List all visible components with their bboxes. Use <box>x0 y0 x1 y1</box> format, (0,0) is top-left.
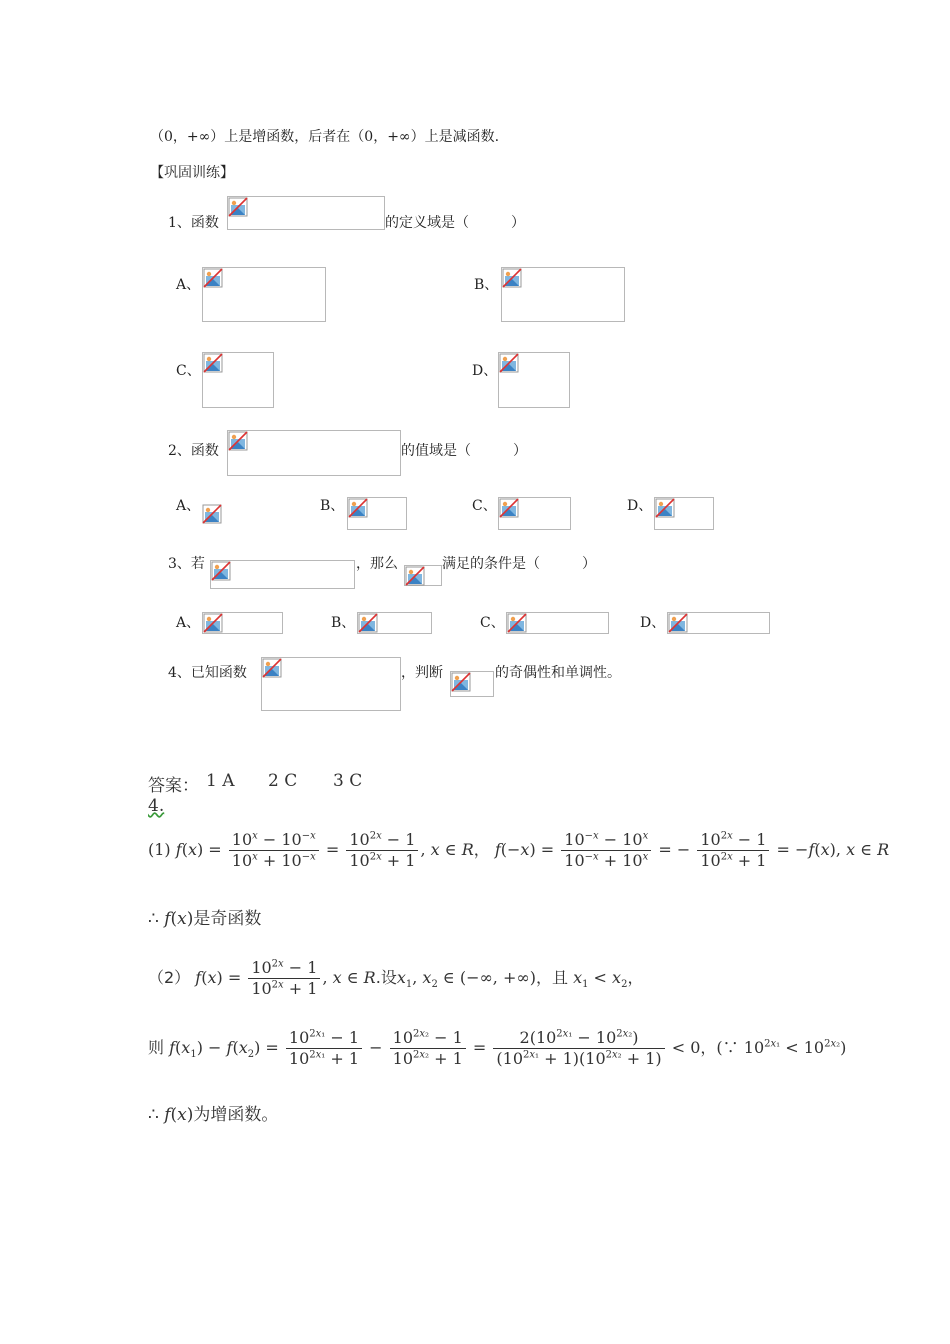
answer-3: 3 C <box>333 771 363 791</box>
q4-middle: ，判断 <box>401 665 443 681</box>
section-title: 【巩固训练】 <box>150 165 234 181</box>
q2-option-c-image <box>498 497 571 530</box>
conclusion1-text: 是奇函数 <box>193 909 262 929</box>
q3-option-c-image <box>506 612 609 634</box>
q3-option-c-label: C、 <box>480 615 505 631</box>
q3-option-d-label: D、 <box>640 615 666 631</box>
answer-1: 1 A <box>206 771 235 791</box>
q3-condition-image <box>210 560 355 589</box>
q2-suffix: 的值域是（ ） <box>401 443 527 459</box>
q2-prefix: 2、函数 <box>168 443 219 459</box>
broken-image-icon <box>228 197 248 217</box>
then-label: 则 <box>148 1038 165 1057</box>
q2-option-d-image <box>654 497 714 530</box>
broken-image-icon <box>451 672 471 692</box>
q3-option-a-image <box>202 612 283 634</box>
solution-conclusion-1: ∴ f(x)是奇函数 <box>148 909 262 929</box>
broken-image-icon <box>499 353 519 373</box>
solution-part2-equation: （2） f(x) = $\frac{10^{2x} - 1}{10^{2x} + 1}$ , x ∈ R.设$x_1$, $x_2$ ∈ (−∞, +∞)，且 $x_1 < x_2$， <box>148 958 644 998</box>
q2-option-d-label: D、 <box>627 498 653 514</box>
broken-image-icon <box>507 613 527 633</box>
broken-image-icon <box>655 498 675 518</box>
q3-prefix: 3、若 <box>168 556 205 572</box>
answers-label: 答案： <box>148 776 199 796</box>
broken-image-icon <box>228 431 248 451</box>
q3-option-d-image <box>667 612 770 634</box>
solution-then-equation: 则 $f(x_1) - f(x_2)$ = $\frac{10^{2x_1} - 1}{10^{2x_1} + 1}$ − $\frac{10^{2x_2} - 1}{10^{2x_2} + 1}$ = $\frac{2(10^{2x_1} - 10^{2x_2})}{(10^{2x_1} + 1)(10^{2x_2} + 1)}$ < 0，(∵ $10^{2x_1} < 10^{2x_2}$) <box>148 1028 847 1068</box>
q2-function-image <box>227 430 401 476</box>
q1-suffix: 的定义域是（ ） <box>385 215 525 231</box>
q2-option-c-label: C、 <box>472 498 497 514</box>
broken-image-icon <box>499 498 519 518</box>
q1-option-a-image <box>202 267 326 322</box>
solution-conclusion-2: ∴ f(x)为增函数。 <box>148 1105 279 1125</box>
q2-option-b-label: B、 <box>320 498 345 514</box>
q1-function-image <box>227 196 385 230</box>
q1-option-c-label: C、 <box>176 363 201 379</box>
q2-option-a-image <box>202 504 222 524</box>
broken-image-icon <box>358 613 378 633</box>
q1-option-c-image <box>202 352 274 408</box>
q2-option-a-label: A、 <box>176 498 201 514</box>
q1-option-b-image <box>501 267 625 322</box>
q3-middle: ，那么 <box>356 556 398 572</box>
broken-image-icon <box>405 566 425 586</box>
q3-suffix: 满足的条件是（ ） <box>442 556 596 572</box>
conclusion2-text: 为增函数。 <box>193 1105 279 1125</box>
q4-suffix: 的奇偶性和单调性。 <box>495 665 621 681</box>
q1-option-b-label: B、 <box>474 277 499 293</box>
q1-option-d-image <box>498 352 570 408</box>
broken-image-icon <box>262 658 282 678</box>
answer-2: 2 C <box>268 771 298 791</box>
broken-image-icon <box>348 498 368 518</box>
q3-option-a-label: A、 <box>176 615 201 631</box>
q4-prefix: 4、已知函数 <box>168 665 247 681</box>
q4-fx-image <box>450 671 494 697</box>
q1-prefix: 1、函数 <box>168 215 219 231</box>
broken-image-icon <box>668 613 688 633</box>
part2-mid: 设 <box>380 968 397 987</box>
intro-line: （0，+∞）上是增函数，后者在（0，+∞）上是减函数. <box>150 129 500 145</box>
q2-option-b-image <box>347 497 407 530</box>
broken-image-icon <box>202 504 222 524</box>
part1-label: (1) <box>148 840 171 859</box>
part2-comma: ，且 <box>535 968 568 987</box>
q1-option-a-label: A、 <box>176 277 201 293</box>
answer-4-label: 4. <box>148 796 165 816</box>
broken-image-icon <box>203 613 223 633</box>
q3-option-b-image <box>357 612 432 634</box>
part2-label: （2） <box>148 968 191 987</box>
q3-variable-image <box>404 565 442 586</box>
broken-image-icon <box>211 561 231 581</box>
q3-option-b-label: B、 <box>331 615 356 631</box>
broken-image-icon <box>502 268 522 288</box>
broken-image-icon <box>203 353 223 373</box>
q4-function-image <box>261 657 401 711</box>
q1-option-d-label: D、 <box>472 363 498 379</box>
broken-image-icon <box>203 268 223 288</box>
solution-part1-equation: (1) f(x) = $\frac{10^x - 10^{-x}}{10^x + 10^{-x}}$ = $\frac{10^{2x} - 1}{10^{2x} + 1}$ , x ∈ R， f(−x) = $\frac{10^{-x} - 10^x}{10^{-x} + 10^x}$ = − $\frac{10^{2x} - 1}{10^{2x} + 1}$ = −f(x), x ∈ R <box>148 830 890 870</box>
